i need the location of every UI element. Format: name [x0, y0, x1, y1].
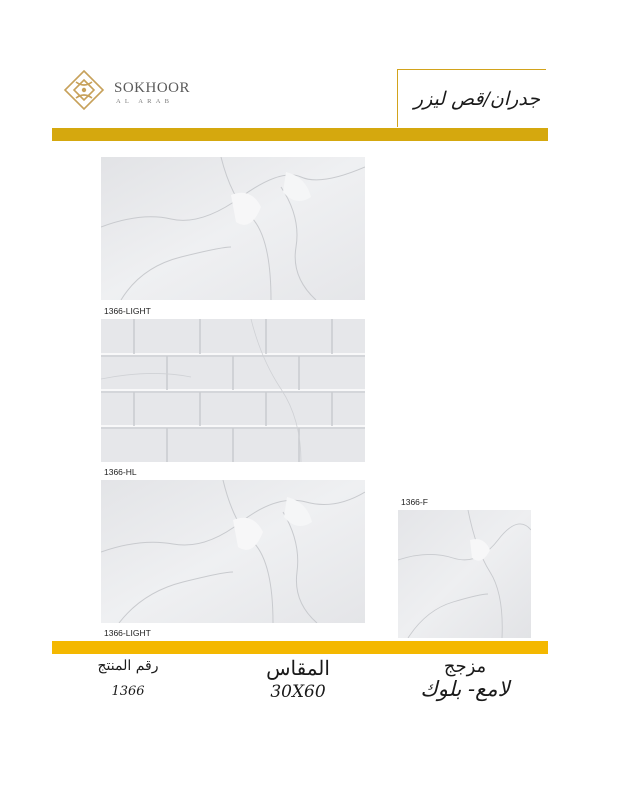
- tile-code-label: 1366-LIGHT: [104, 306, 151, 316]
- finish-label: مزجج: [443, 656, 487, 677]
- tile-image-floor: [398, 510, 531, 638]
- tile-image-light-1: [101, 157, 365, 300]
- bottom-gold-band: [52, 641, 548, 654]
- product-number-label: رقم المنتج: [97, 658, 159, 674]
- finish-block: [400, 656, 530, 701]
- tile-code-label: 1366-HL: [104, 467, 137, 477]
- tile-code-label: 1366-LIGHT: [104, 628, 151, 638]
- product-number-value: 1366: [111, 684, 145, 699]
- tile-code-label: 1366-F: [401, 497, 428, 507]
- logo-diamond-icon: [62, 68, 106, 112]
- brand-logo: [62, 68, 212, 120]
- brand-subtitle: AL ARAB: [116, 98, 174, 105]
- size-block: [248, 656, 348, 702]
- finish-value: لامع- بلوك: [420, 677, 510, 701]
- size-label: المقاس: [266, 656, 330, 680]
- size-value: 30X60: [270, 682, 326, 702]
- tile-image-light-2: [101, 480, 365, 623]
- tile-image-hl: [101, 319, 365, 462]
- category-title-box: [397, 69, 546, 127]
- category-title: جدران/قص ليزر: [413, 88, 540, 110]
- brand-name: SOKHOOR: [114, 80, 191, 96]
- top-gold-band: [52, 128, 548, 141]
- product-number-block: [78, 658, 178, 699]
